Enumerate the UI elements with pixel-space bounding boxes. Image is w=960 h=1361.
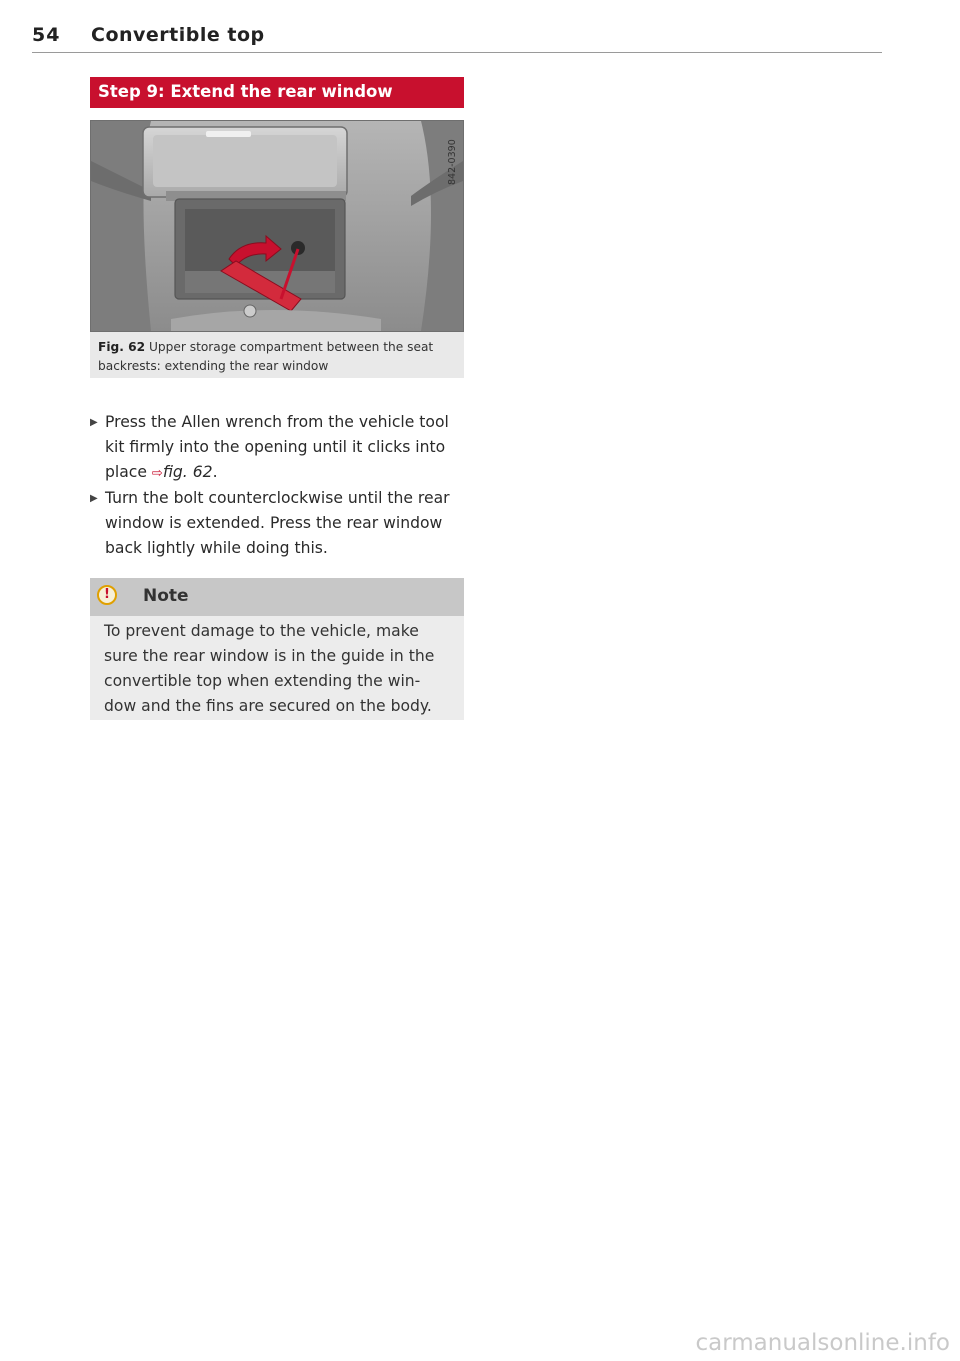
- instruction-step-1: [90, 410, 470, 486]
- cross-reference-arrow-icon: ⇨: [151, 466, 163, 481]
- instruction-step-2-text: Turn the bolt counterclockwise until the rear window is extended. Press the rear window back lightly while doing this.: [105, 489, 450, 557]
- triangle-bullet-icon: ▶: [90, 417, 98, 428]
- caution-icon: !: [97, 585, 117, 605]
- storage-compartment-illustration: [91, 121, 463, 331]
- figure-reference-link[interactable]: fig. 62: [162, 463, 213, 481]
- figure-caption: [98, 338, 458, 376]
- triangle-bullet-icon: ▶: [90, 493, 98, 504]
- header-divider: [32, 52, 882, 53]
- note-header: [90, 578, 464, 616]
- figure-62: [90, 120, 464, 332]
- instruction-step-1-text: Press the Allen wrench from the vehicle tool kit firmly into the opening until it clicks into place: [105, 413, 449, 481]
- section-heading-bar: [90, 77, 464, 108]
- figure-caption-box: [90, 332, 464, 378]
- instruction-step-1-end: .: [212, 463, 218, 481]
- figure-code-text: 842-0390: [447, 139, 458, 185]
- note-body: [90, 616, 464, 720]
- figure-code: [445, 127, 459, 187]
- chapter-title: Convertible top: [91, 24, 265, 46]
- instruction-step-2: [90, 486, 470, 561]
- page-number: 54: [32, 24, 61, 46]
- section-title: Step 9: Extend the rear window: [98, 82, 393, 101]
- watermark: carmanualsonline.info: [695, 1330, 950, 1356]
- figure-caption-text: Upper storage compartment between the seat backrests: extending the rear window: [98, 340, 434, 373]
- figure-caption-label: Fig. 62: [98, 340, 146, 354]
- instruction-list: [90, 410, 470, 561]
- note-text: To prevent damage to the vehicle, make sure the rear window is in the guide in the convertible top when extending the win- dow and the fins are secured on the body.: [104, 622, 435, 715]
- page-header: [32, 24, 882, 54]
- note-title: Note: [143, 586, 189, 606]
